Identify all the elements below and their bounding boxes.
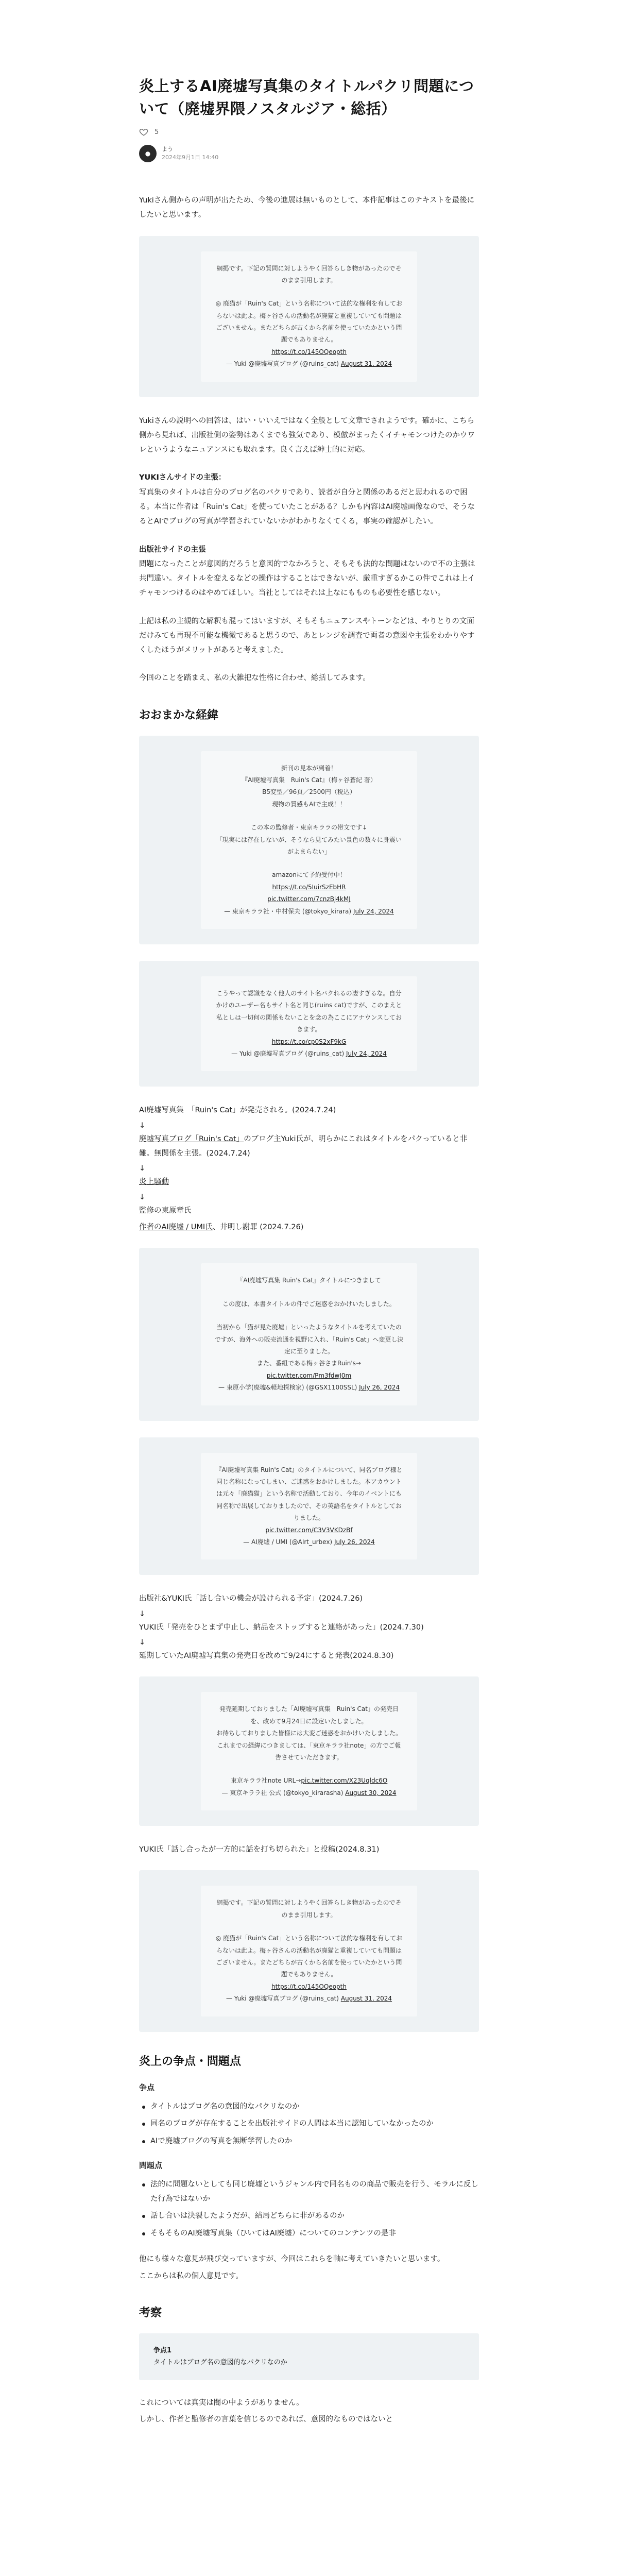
heart-icon[interactable] (139, 127, 148, 137)
section-overview-heading: おおまかな経緯 (139, 708, 219, 722)
tweet-text: これまでの経緯につきましては、「東京キララ社note」の方でご報告させていただきます。 (217, 1741, 401, 1761)
yuki-claim-label: YUKIさんサイドの主張： (139, 473, 226, 482)
tweet-text: 『AI廃墟写真集 Ruin's Cat』（梅ヶ谷蒼紀 著） (242, 776, 376, 784)
tweet-embed-2 (139, 736, 479, 944)
timeline-item: YUKI氏「話し合ったが一方的に話を打ち切られた」と投稿(2024.8.31) (139, 1845, 380, 1854)
list-item: 話し合いは決裂したようだが、結局どちらに非があるのか (139, 2209, 479, 2224)
tweet-text: amazonにて予約受付中！ (272, 871, 346, 879)
tweet-author: — 東京キララ社 公式 (@tokyo_kirarasha) (221, 1789, 344, 1797)
timeline-item (139, 1175, 479, 1189)
points-label: 争点 (139, 2082, 155, 2092)
tweet-text: この本の監修者・東京キララの帯文です↓ (250, 824, 368, 832)
author-row (139, 145, 479, 162)
tweet-link[interactable]: https://t.co/cp0S2xF9kG (271, 1038, 347, 1045)
tweet-text: 網掲です。下記の質問に対しようやく回答らしき物があったのでそのまま引用します。 (216, 1899, 402, 1919)
tweet-date[interactable]: July 24, 2024 (353, 907, 394, 915)
tweet-date[interactable]: July 24, 2024 (346, 1049, 387, 1057)
intro-paragraph-4: 今回のことを踏まえ、私の大雑把な性格に合わせ、総括してみます。 (139, 674, 370, 683)
tweet-text: 発売延期しておりました「AI廃墟写真集 Ruin's Cat」の発売日を、改めて9月24日に設定いたしました。 (219, 1705, 399, 1725)
author-meta (162, 145, 218, 162)
like-count: 5 (154, 128, 159, 136)
timeline-item: AI廃墟写真集 「Ruin's Cat」が発売される。(2024.7.24) (139, 1106, 336, 1115)
tweet-author: — Yuki @廃墟写真ブログ (@ruins_cat) (226, 1995, 339, 2003)
timeline-item: YUKI氏「発売をひとまず中止し、納品をストップすると連絡があった」(2024.7.30) (139, 1623, 424, 1632)
timeline-item: 延期していたAI廃墟写真集の発売日を改めて9/24にすると発表(2024.8.30) (139, 1652, 394, 1660)
issues-paragraph-1: 他にも様々な意見が飛び交っていますが、今回はこれらを軸に考えていきたいと思います。 (139, 2255, 445, 2264)
yuki-claim-text: 写真集のタイトルは自分のブログ名のパクリであり、読者が自分と関係のあるだと思われるので困る。本当に作者は「Ruin's Cat」を使っていたことがある？しかも内容はAI廃墟画像なので、そうなるとAIでブログの写真が学習されていないかがわかりなくてくる，事実の確認がしたい。 (139, 488, 475, 526)
tweet-date[interactable]: August 31, 2024 (340, 1995, 392, 2003)
arrow-down-icon: ↓ (139, 1638, 146, 1647)
tweet-date[interactable]: July 26, 2024 (334, 1538, 375, 1546)
tweet-text: 『AI廃墟写真集 Ruin's Cat』のタイトルについて、同名ブログ様と同じ名称になってしまい、ご迷惑をおかけしました。本アカウントは元々「廃猫猫」という名称で活動しており、今年のイベントにも同名称で出展しておりましたので、その英語名をタイトルとしておりました。 (215, 1466, 403, 1522)
avatar[interactable]: ● (139, 145, 157, 162)
section-issues-heading: 炎上の争点・問題点 (139, 2055, 242, 2068)
issues-paragraph-2: ここからは私の個人意見です。 (139, 2272, 243, 2280)
section-consider-heading: 考察 (139, 2306, 162, 2319)
tweet-link[interactable]: pic.twitter.com/X23Uqldc6O (301, 1777, 388, 1785)
flame-link[interactable]: 炎上騒動 (139, 1178, 169, 1187)
intro-paragraph-3: 上記は私の主観的な解釈も混ってはいますが、そもそもニュアンスやトーンなどは、やりとりの文面だけみても再現不可能な機微であると思うので、あとレンジを調査で両者の意図や主張をわかりやすくしたほうがメリットがあると考えました。 (139, 617, 475, 655)
like-row (139, 127, 479, 137)
tweet-text: 新刊の見本が到着！ (281, 764, 337, 772)
author-name[interactable]: よう (162, 145, 173, 152)
problems-list (139, 2178, 479, 2241)
point-box (139, 2333, 479, 2380)
tweet-author: — 東京キララ社・中村保夫 (@tokyo_kirara) (224, 907, 352, 915)
tweet-author: — Yuki @廃墟写真ブログ (@ruins_cat) (231, 1049, 345, 1057)
post-date: 2024年9月1日 14:40 (162, 154, 219, 161)
tweet-embed-1 (139, 236, 479, 397)
consider-paragraph-1: これについては真実は闇の中ようがありません。 (139, 2398, 304, 2407)
tweet-author: — 東原小学(廃墟&軽地探検家) (@GSX1100SSL) (218, 1384, 357, 1392)
point-box-text: タイトルはブログ名の意図的なパクリなのか (153, 2359, 287, 2367)
list-item: そもそものAI廃墟写真集（ひいてはAI廃墟）についてのコンテンツの是非 (139, 2227, 479, 2241)
tweet-text: 網掲です。下記の質問に対しようやく回答らしき物があったのでそのまま引用します。 (216, 264, 402, 284)
point-box-label: 争点1 (153, 2346, 172, 2354)
list-item: AIで廃墟ブログの写真を無断学習したのか (139, 2134, 479, 2149)
tweet-author: — AI廃墟 / UMI (@AIrt_urbex) (243, 1538, 333, 1546)
creator-link[interactable]: 作者のAI廃墟 / UMI氏 (139, 1223, 213, 1232)
tweet-embed-6 (139, 1676, 479, 1826)
problems-label: 問題点 (139, 2161, 163, 2171)
tweet-text: ◎ 廃猫が「Ruin's Cat」という名称について法的な権利を有しておらないは此よ。梅ヶ谷さんの活動名が廃猫と重複していても問題はございません。またどちらが古くから名前を使っていたかという問題でもありません。 (215, 1935, 403, 1978)
blog-link[interactable]: 廃墟写真ブログ「Ruin's Cat」 (139, 1134, 244, 1143)
tweet-link[interactable]: https://t.co/145OQeopth (271, 348, 347, 355)
arrow-down-icon: ↓ (139, 1609, 146, 1618)
tweet-link[interactable]: pic.twitter.com/7cnzBj4kMJ (267, 895, 351, 903)
tweet-text: ◎ 廃猫が「Ruin's Cat」という名称について法的な権利を有しておらないは此よ。梅ヶ谷さんの活動名が廃猫と重複していても問題はございません。またどちらが古くから名前を使っていたかという問題でもありません。 (215, 300, 403, 344)
arrow-down-icon: ↓ (139, 1121, 146, 1130)
tweet-text: また、番組である梅ヶ谷さまRuin's→ (257, 1360, 361, 1367)
tweet-link[interactable]: pic.twitter.com/Pm3fdwJ0m (266, 1371, 352, 1379)
tweet-link[interactable]: pic.twitter.com/C3V3VKDzBf (265, 1526, 353, 1534)
tweet-date[interactable]: August 31, 2024 (340, 360, 392, 368)
tweet-date[interactable]: July 26, 2024 (359, 1384, 400, 1392)
tweet-link[interactable]: https://t.co/5IuirSzEbHR (272, 883, 346, 891)
tweet-link[interactable]: https://t.co/145OQeopth (271, 1982, 347, 1990)
tweet-embed-5 (139, 1437, 479, 1575)
tweet-embed-7 (139, 1870, 479, 2031)
publisher-claim-label: 出版社サイドの主張 (139, 545, 206, 554)
consider-paragraph-2: しかし、作者と監修者の言葉を信じるのであれば、意図的なものではないと (139, 2415, 393, 2424)
list-item: 同名のブログが存在することを出版社サイドの人間は本当に認知していなかったのか (139, 2117, 479, 2131)
tweet-text: こうやって認識をなく他人のサイト名パクれるの凄すぎるな。自分かけのユーザー名もサイト名と同じ(ruins cat)ですが、このまえと私としは一切何の関係もないことを念の為ここにアナウンスしておきます。 (216, 989, 402, 1033)
article-title: 炎上するAI廃墟写真集のタイトルパクリ問題について（廃墟界隈ノスタルジア・総括） (139, 77, 474, 117)
tweet-text: 現物の質感もAIで主成！！ (272, 800, 346, 808)
tweet-date[interactable]: August 30, 2024 (345, 1789, 397, 1797)
tweet-text: B5変型／96頁／2500円（税込） (262, 788, 356, 796)
timeline-item: 作者のAI廃墟 / UMI氏、井明し謝罪 (2024.7.26) (139, 1223, 304, 1232)
tweet-text: 「現実には存在しないが、そうなら見てみたい景色の数々に身震いがよまらない」 (216, 836, 402, 855)
timeline-item: 廃墟写真ブログ「Ruin's Cat」のブログ主Yuki氏が、明らかにこれはタイトルをパクっていると非難。無関係を主張。(2024.7.24) (139, 1134, 468, 1158)
points-list (139, 2100, 479, 2149)
article (139, 0, 479, 2427)
arrow-down-icon: ↓ (139, 1193, 146, 1201)
intro-paragraph-1: Yukiさん側からの声明が出たため、今後の進展は無いものとして、本件記事はこのテキストを最後にしたいと思います。 (139, 196, 475, 219)
publisher-claim-text: 問題になったことが意図的だろうと意図的でなかろうと、そもそも法的な問題はないので不の主張は共門違い。タイトルを変えるなどの操作はすることはできないが、厳重すぎるかこの件でこれは上イチャモンつけるのはやめてほしい。当社としてはそれは上なにもものも必要性を感じない。 (139, 560, 475, 598)
intro-paragraph-2: Yukiさんの説明への回答は、はい・いいえではなく全般として文章でされようです。確かに、こちら側から見れば、出版社側の姿勢はあくまでも強気であり、模倣がまったくイチャモンつけたのかウワレというようなニュアンスにも取れます。良く言えば紳士的に対応。 (139, 416, 475, 454)
tweet-text: 当初から「猫が見た廃墟」といったようなタイトルを考えていたのですが、海外への販売流通を視野に入れ、「Ruin's Cat」へ変更し決定に至りました。 (214, 1324, 404, 1355)
arrow-down-icon: ↓ (139, 1164, 146, 1173)
tweet-text: お待ちしておりました皆様には大変ご迷惑をおかけいたしました。 (216, 1730, 402, 1737)
list-item: タイトルはブログ名の意図的なパクリなのか (139, 2100, 479, 2114)
timeline-item: 出版社&YUKI氏「話し合いの機会が設けられる予定」(2024.7.26) (139, 1595, 363, 1603)
tweet-embed-3 (139, 961, 479, 1087)
tweet-text: この度は、本書タイトルの件でご迷惑をおかけいたしました。 (222, 1300, 396, 1308)
tweet-author: — Yuki @廃墟写真ブログ (@ruins_cat) (226, 360, 339, 368)
tweet-text: 東京キララ社note URL→ (230, 1777, 301, 1785)
tweet-embed-4 (139, 1248, 479, 1420)
tweet-text: 『AI廃墟写真集 Ruin's Cat』タイトルにつきまして (237, 1277, 381, 1284)
list-item: 法的に問題ないとしても同じ廃墟というジャンル内で同名ものの商品で販売を行う、モラルに反した行為ではないか (139, 2178, 479, 2206)
timeline-item: 監修の東原章氏 (139, 1206, 192, 1215)
